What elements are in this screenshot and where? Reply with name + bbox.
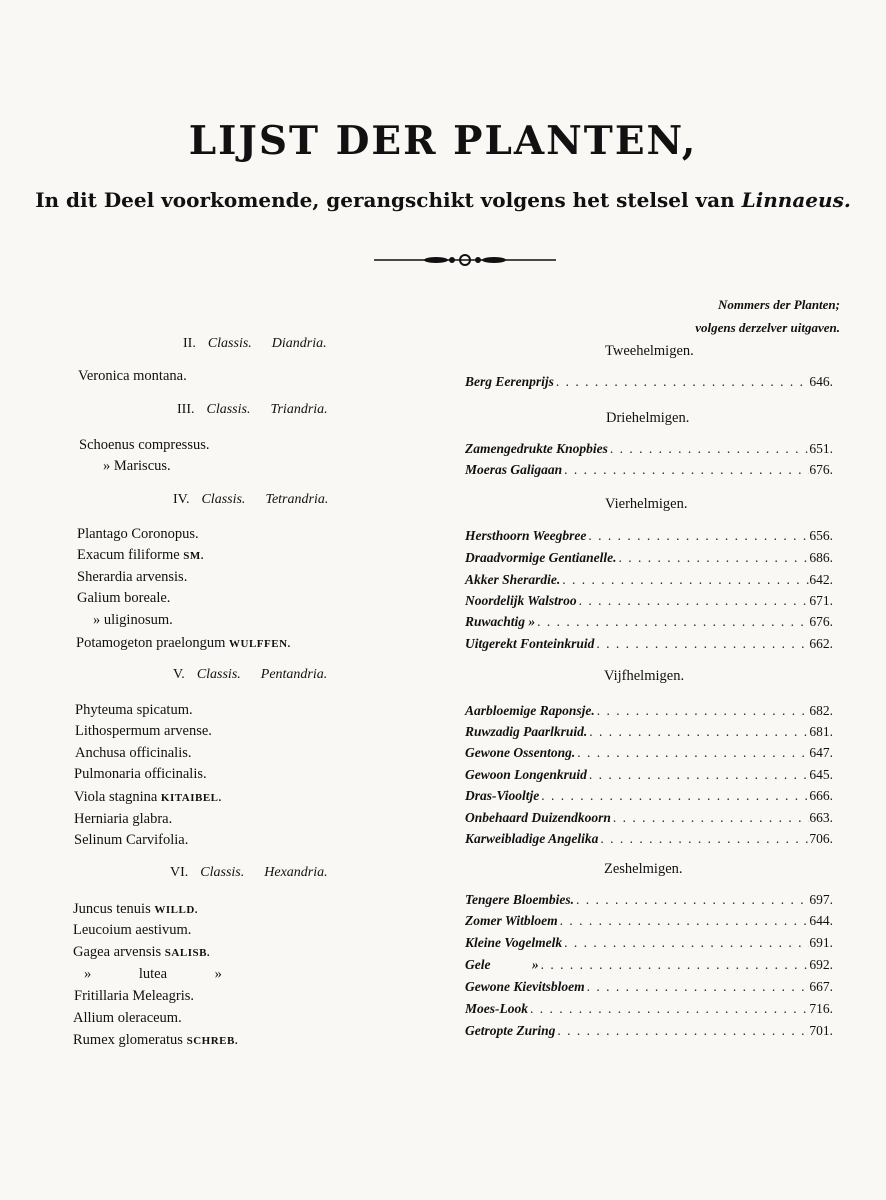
latin-name: Selinum Carvifolia. bbox=[74, 832, 189, 848]
dutch-entry: Moes-Look . . . 716. bbox=[465, 1001, 833, 1017]
latin-name: Plantago Coronopus. bbox=[77, 526, 199, 542]
dutch-entry: Gewone Ossentong. . . . 647. bbox=[465, 745, 833, 761]
dutch-entry: Onbehaard Duizendkoorn . . . 663. bbox=[465, 810, 833, 826]
latin-name: Exacum filiforme SM. bbox=[77, 547, 205, 563]
class-heading: II. Classis. Diandria. bbox=[183, 336, 327, 351]
latin-name: Juncus tenuis WILLD. bbox=[73, 901, 199, 917]
page-title: LIJST DER PLANTEN, bbox=[188, 118, 698, 164]
latin-name: Herniaria glabra. bbox=[74, 811, 173, 827]
latin-name: » Mariscus. bbox=[103, 458, 171, 474]
latin-name: Lithospermum arvense. bbox=[75, 723, 212, 739]
dutch-entry: Dras-Viooltje . . . 666. bbox=[465, 788, 833, 804]
dutch-entry: Hersthoorn Weegbree . . . 656. bbox=[465, 528, 833, 544]
dutch-entry: Getropte Zuring . . . 701. bbox=[465, 1023, 833, 1039]
page-subtitle bbox=[0, 188, 886, 212]
dutch-class-heading: Driehelmigen. bbox=[606, 410, 690, 426]
latin-name: Leucoium aestivum. bbox=[73, 922, 192, 938]
dutch-class-heading: Tweehelmigen. bbox=[605, 343, 694, 359]
class-heading: IV. Classis. Tetrandria. bbox=[173, 492, 329, 507]
dutch-entry: Gewone Kievitsbloem . . . 667. bbox=[465, 979, 833, 995]
dutch-class-heading: Zeshelmigen. bbox=[604, 861, 683, 877]
latin-name: Galium boreale. bbox=[77, 590, 171, 606]
column-header-line1: Nommers der Planten; bbox=[717, 297, 840, 312]
dutch-entry: Ruwachtig » . . . 676. bbox=[465, 614, 833, 630]
latin-name: Schoenus compressus. bbox=[79, 437, 210, 453]
dutch-entry: Ruwzadig Paarlkruid. . . . 681. bbox=[465, 724, 833, 740]
subtitle-author: Linnaeus. bbox=[741, 188, 851, 212]
latin-name: Pulmonaria officinalis. bbox=[74, 766, 207, 782]
dutch-entry: Gewoon Longenkruid . . . 645. bbox=[465, 767, 833, 783]
dutch-entry: Gele » . . . 692. bbox=[465, 957, 833, 973]
latin-name: Rumex glomeratus SCHREB. bbox=[73, 1032, 239, 1048]
column-header-line2: volgens derzelver uitgaven. bbox=[695, 320, 840, 335]
dutch-entry: Berg Eerenprijs . . . 646. bbox=[465, 374, 833, 390]
column-header bbox=[695, 293, 840, 339]
latin-name: » uliginosum. bbox=[93, 612, 173, 628]
class-heading: III. Classis. Triandria. bbox=[177, 402, 328, 417]
ornament-divider-icon bbox=[374, 252, 556, 268]
class-heading: V. Classis. Pentandria. bbox=[173, 667, 328, 682]
dutch-entry: Akker Sherardie. . . . 642. bbox=[465, 572, 833, 588]
dutch-entry: Kleine Vogelmelk . . . 691. bbox=[465, 935, 833, 951]
latin-name: Veronica montana. bbox=[78, 368, 187, 384]
dutch-entry: Zomer Witbloem . . . 644. bbox=[465, 913, 833, 929]
class-heading: VI. Classis. Hexandria. bbox=[170, 865, 328, 880]
dutch-entry: Tengere Bloembies. . . . 697. bbox=[465, 892, 833, 908]
latin-name: » lutea » bbox=[84, 966, 222, 982]
latin-name: Viola stagnina KITAIBEL. bbox=[74, 789, 222, 805]
latin-name: Sherardia arvensis. bbox=[77, 569, 188, 585]
latin-name: Phyteuma spicatum. bbox=[75, 702, 193, 718]
latin-name: Gagea arvensis SALISB. bbox=[73, 944, 211, 960]
dutch-entry: Moeras Galigaan . . . 676. bbox=[465, 462, 833, 478]
dutch-entry: Draadvormige Gentianelle. . . . 686. bbox=[465, 550, 833, 566]
dutch-entry: Zamengedrukte Knopbies . . . 651. bbox=[465, 441, 833, 457]
dutch-entry: Karweibladige Angelika . . . 706. bbox=[465, 831, 833, 847]
dutch-entry: Aarbloemige Raponsje. . . . 682. bbox=[465, 703, 833, 719]
subtitle-text: In dit Deel voorkomende, gerangschikt volgens het stelsel van bbox=[35, 188, 735, 212]
latin-name: Potamogeton praelongum WULFFEN. bbox=[76, 635, 291, 651]
dutch-entry: Uitgerekt Fonteinkruid . . . 662. bbox=[465, 636, 833, 652]
dutch-class-heading: Vierhelmigen. bbox=[605, 496, 688, 512]
latin-name: Anchusa officinalis. bbox=[75, 745, 192, 761]
latin-name: Fritillaria Meleagris. bbox=[74, 988, 194, 1004]
latin-name: Allium oleraceum. bbox=[73, 1010, 182, 1026]
dutch-entry: Noordelijk Walstroo . . . 671. bbox=[465, 593, 833, 609]
dutch-class-heading: Vijfhelmigen. bbox=[604, 668, 685, 684]
